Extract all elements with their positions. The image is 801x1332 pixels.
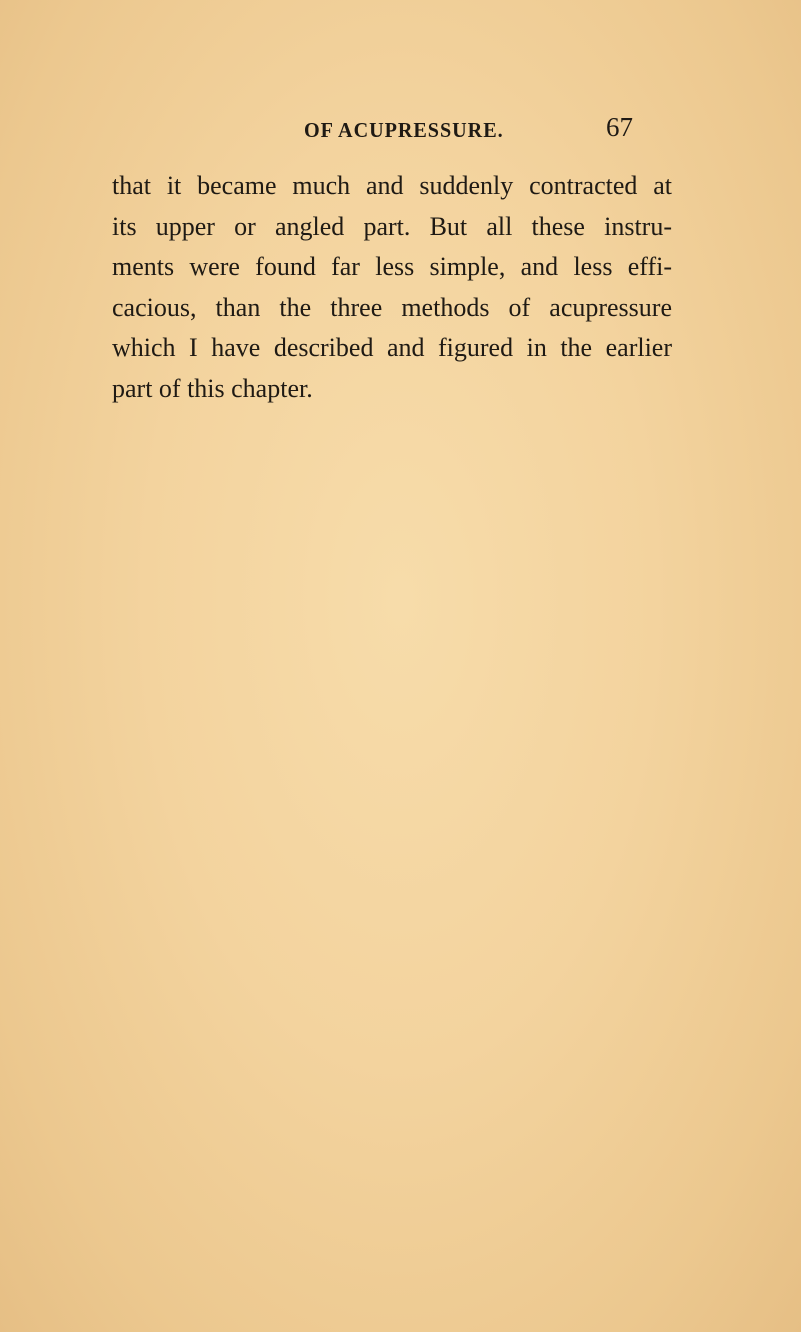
text-line-1: that it became much and suddenly contracted at bbox=[112, 171, 672, 200]
text-line-3: ments were found far less simple, and less effi- bbox=[112, 252, 672, 281]
text-line-2: its upper or angled part. But all these instru- bbox=[112, 211, 672, 241]
running-head-title: OF ACUPRESSURE. bbox=[304, 118, 504, 142]
text-line-5: which I have described and figured in the earlier bbox=[112, 333, 672, 362]
running-head bbox=[0, 112, 801, 144]
text-line-6: part of this chapter. bbox=[112, 373, 313, 403]
text-line-4: cacious, than the three methods of acupressure bbox=[112, 292, 672, 322]
page-number: 67 bbox=[606, 112, 633, 142]
body-paragraph bbox=[112, 166, 672, 409]
